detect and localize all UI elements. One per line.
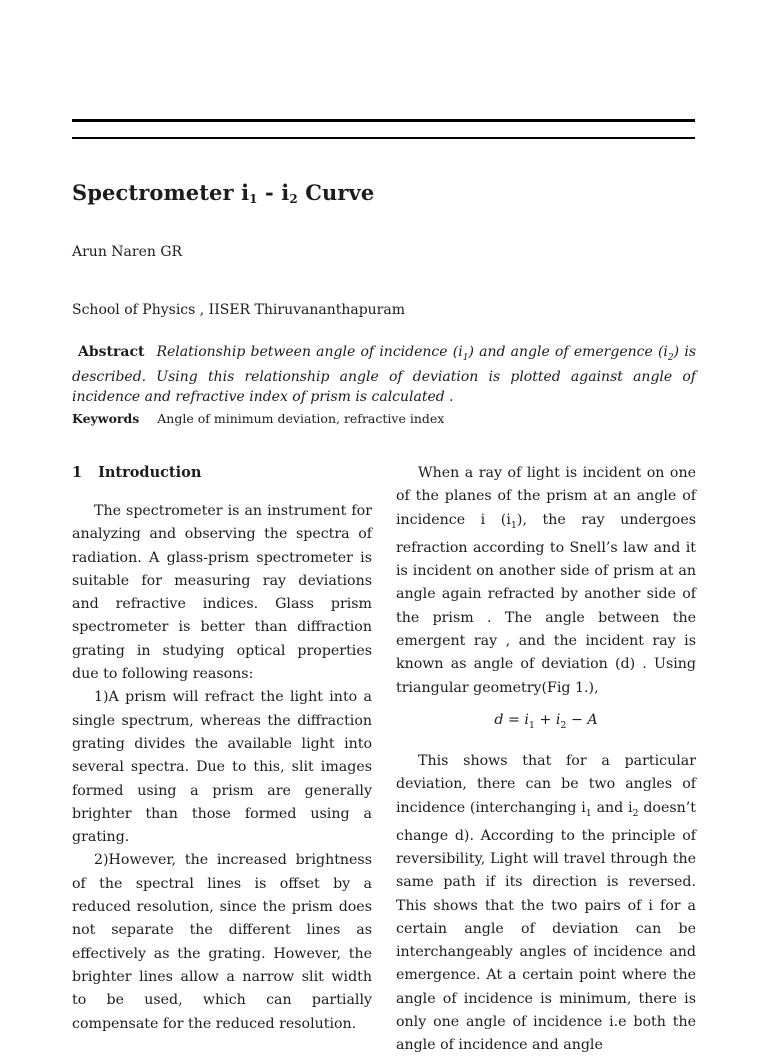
abstract-text: Relationship between angle of incidence $(i_1)$ and angle of emergence $(i_2)$ is described. Using this relationship angle of deviation is plotted against angle of incidence and refractive index of prism is calculated . (72, 344, 697, 405)
abstract-label: Abstract (78, 344, 145, 360)
paper-title: Spectrometer $i_1 - i_2$ Curve (72, 180, 375, 206)
section-number: 1 (72, 464, 83, 481)
keywords-text: Angle of minimum deviation, refractive index (157, 411, 445, 426)
keywords (72, 411, 444, 426)
section-heading-introduction (72, 464, 201, 481)
author-name: Arun Naren GR (72, 244, 183, 260)
paragraph-reason-1: 1)A prism will refract the light into a single spectrum, whereas the diffraction grating divides the available light into several spectra. Due to this, slit images formed using a prism are generally brighter than those formed using a grating. (72, 689, 372, 846)
paragraph-refraction: When a ray of light is incident on one of the planes of the prism at an angle of incidence i $(i_1)$, the ray undergoes refraction according to Snell’s law and it is incident on another side of prism at an angle again refracted by another side of the prism . The angle between the emergent ray , and the incident ray is known as angle of deviation (d) . Using triangular geometry(Fig 1.), (396, 465, 696, 696)
paragraph-reversibility: This shows that for a particular deviation, there can be two angles of incidence (interchanging $i_1$ and $i_2$ doesn’t change d). According to the principle of reversibility, Light will travel through the same path if its direction is reversed. This shows that the two pairs of i for a certain angle of deviation can be interchangeably angles of incidence and emergence. At a certain point where the angle of incidence is minimum, there is only one angle of incidence i.e both the angle of incidence and angle (396, 752, 696, 1054)
affiliation: School of Physics , IISER Thiruvananthapuram (72, 302, 405, 318)
left-column (72, 500, 372, 1036)
paragraph-reason-2: 2)However, the increased brightness of the spectral lines is offset by a reduced resolution, since the prism does not separate the different lines as effectively as the grating. However, the brighter lines allow a narrow slit width to be used, which can partially compensate for the reduced resolution. (72, 852, 372, 1032)
equation-deviation: $d = i_1 + i_2 - A$ (494, 711, 598, 731)
keywords-label: Keywords (72, 411, 140, 426)
abstract (72, 343, 696, 407)
right-column (396, 462, 696, 1058)
top-rule-thin (72, 137, 695, 139)
section-title: Introduction (98, 464, 202, 481)
top-rule-thick (72, 119, 695, 122)
paragraph-intro: The spectrometer is an instrument for analyzing and observing the spectra of radiation. A glass-prism spectrometer is suitable for measuring ray deviations and refractive indices. Glass prism spectrometer is better than diffraction grating in studying optical properties due to following reasons: (72, 503, 372, 683)
